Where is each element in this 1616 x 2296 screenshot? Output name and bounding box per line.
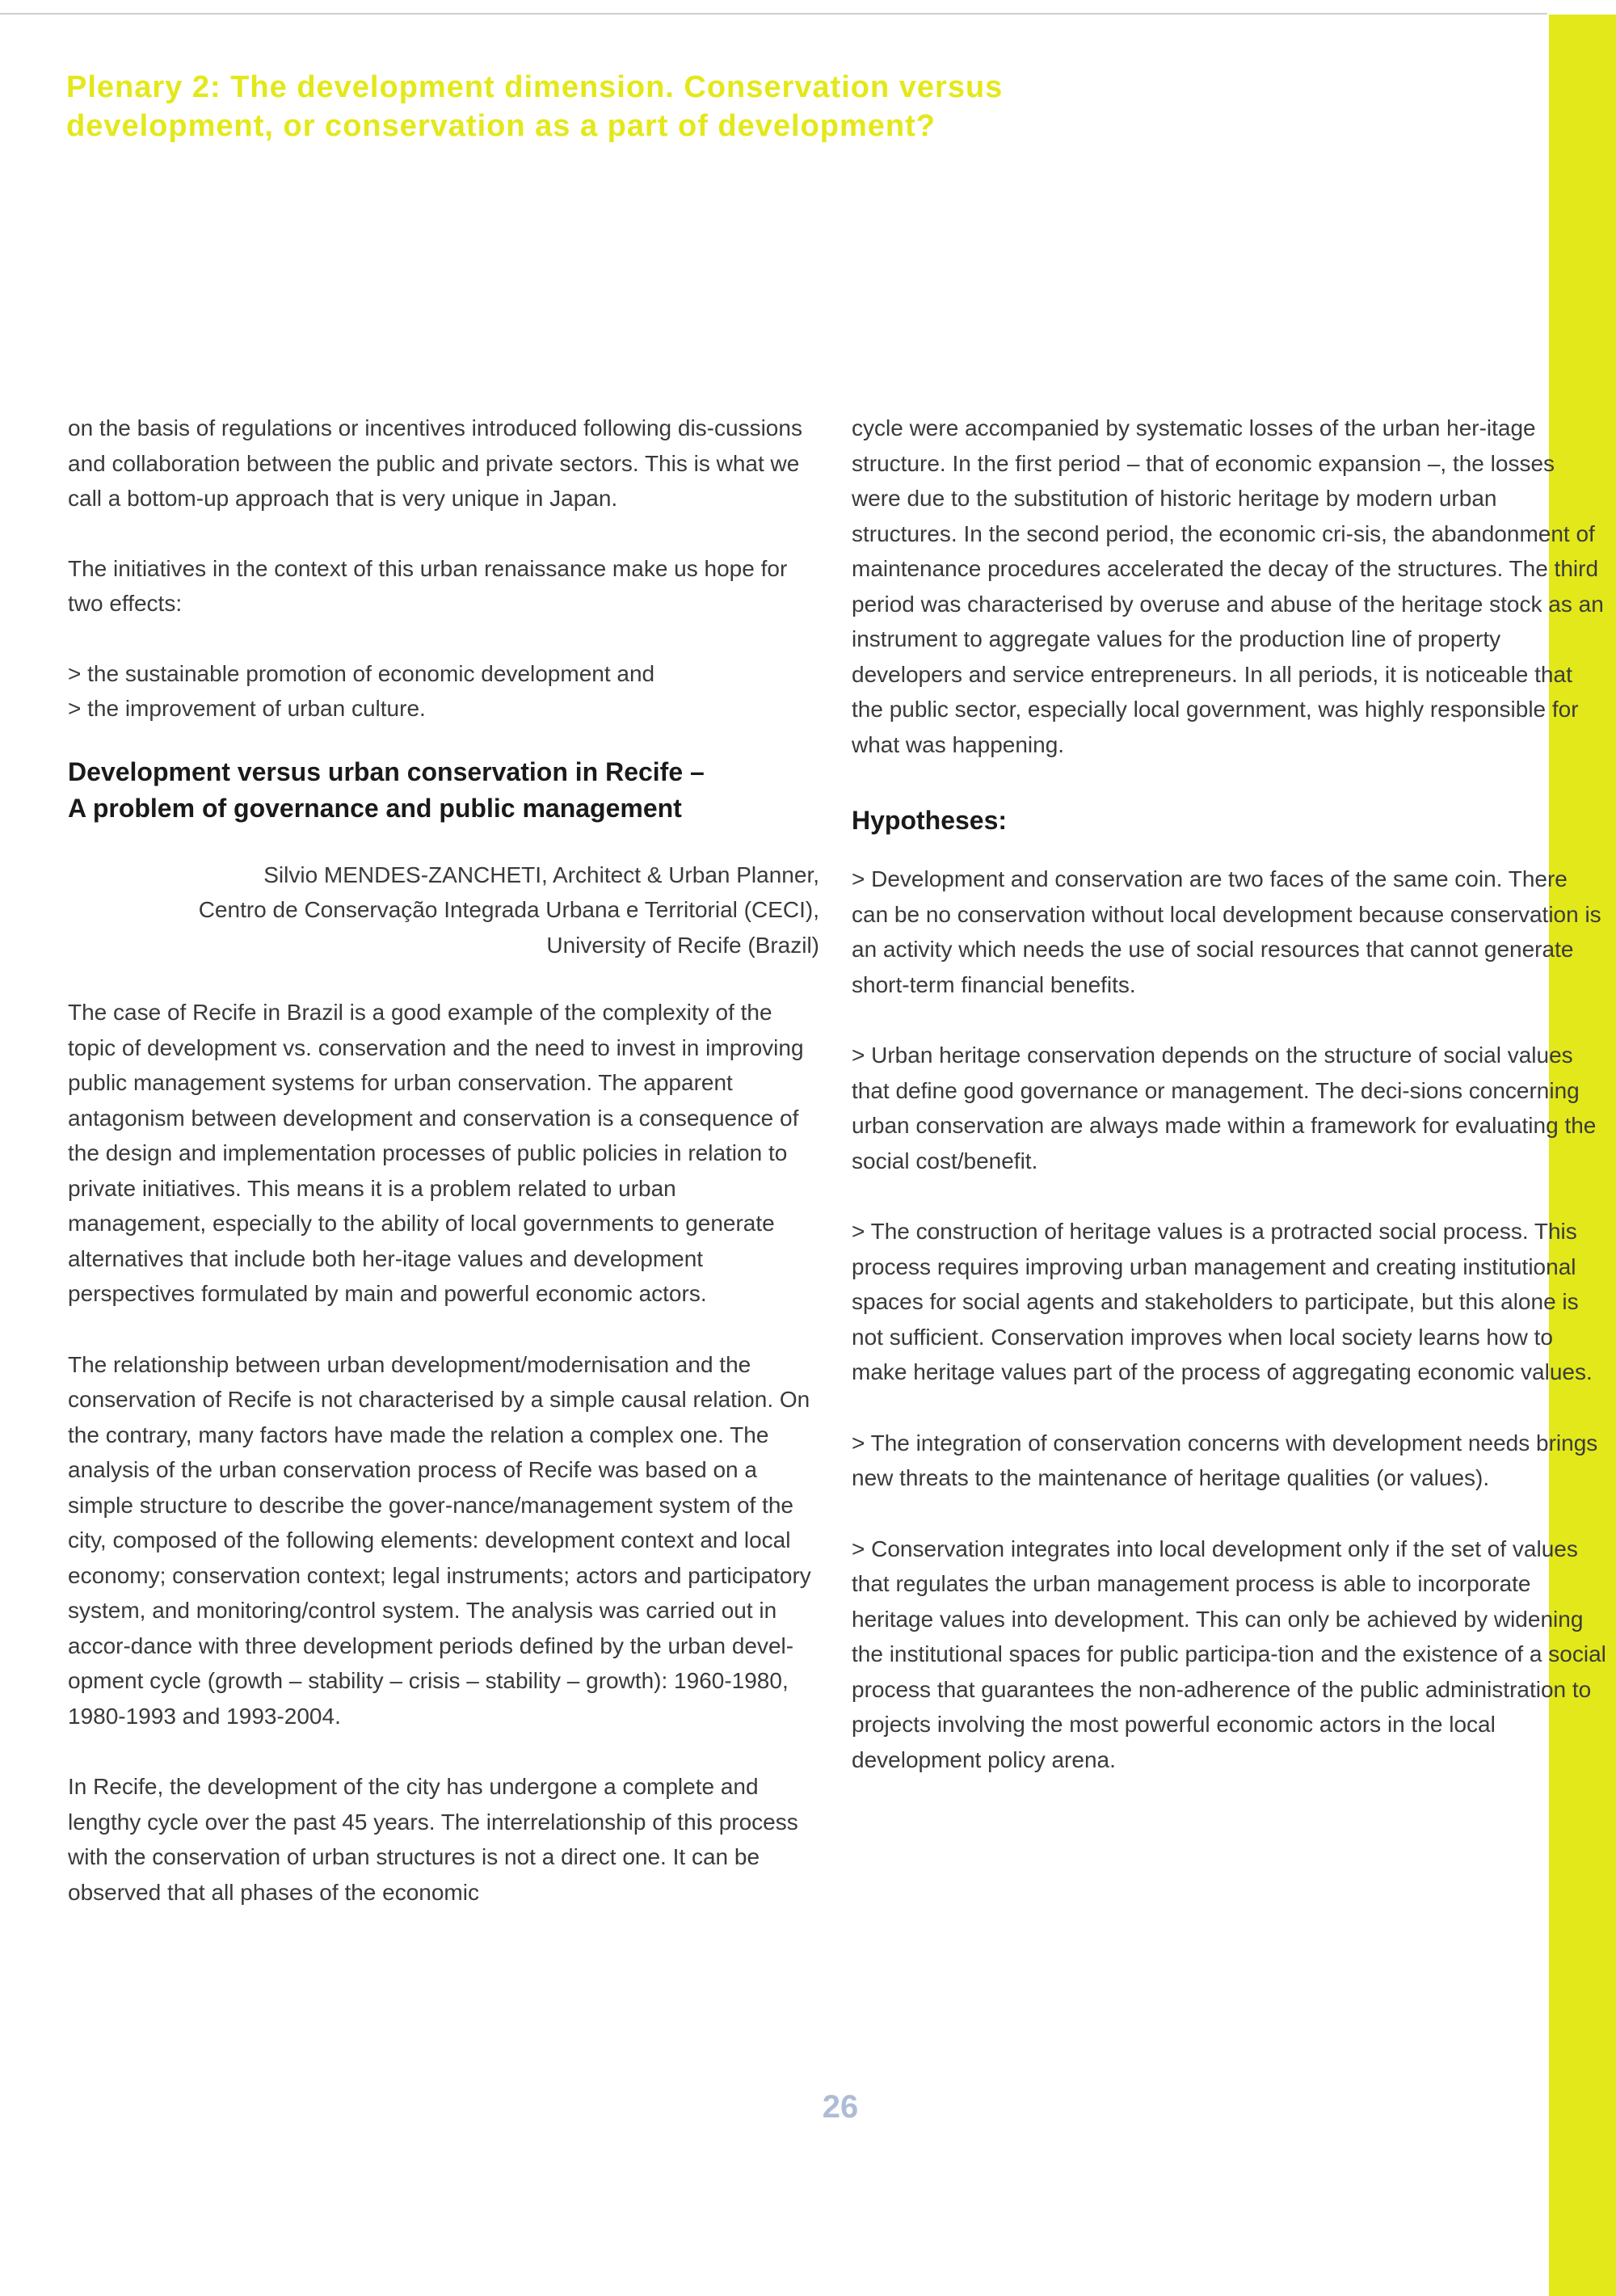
right-paragraph-1: cycle were accompanied by systematic losses of the urban her-itage structure. In the first period – that of economic expansion –, the losses were due to the substitution of historic heritage by modern urban structures. In the second period, the economic cri-sis, the abandonment of maintenance procedures accelerated the decay of the structures. The third period was characterised by overuse and abuse of the heritage stock as an instrument to aggregate values for the production line of property developers and service entrepreneurs. In all periods, it is noticeable that the public sector, especially local government, was highly responsible for what was happening.	[852, 415, 1604, 757]
left-paragraph-1: on the basis of regulations or incentives introduced following dis-cussions and collaboration between the public and private sectors. This is what we call a bottom-up approach that is very unique in Japan.	[68, 415, 802, 511]
hypothesis-4: > The integration of conservation concerns with development needs brings new threats to the maintenance of heritage qualities (or values).	[852, 1430, 1598, 1490]
section-heading-line2: A problem of governance and public management	[68, 793, 682, 823]
left-column	[68, 411, 819, 1910]
hypothesis-5: > Conservation integrates into local development only if the set of values that regulates the urban management process is able to incorporate heritage values into development. This can only be achieved by widening the institutional spaces for public participa-tion and the existence of a social process that guarantees the non-adherence of the public administration to projects involving the most powerful economic actors in the local development policy arena.	[852, 1536, 1606, 1772]
left-paragraph-5: In Recife, the development of the city has undergone a complete and lengthy cycle over the past 45 years. The interrelationship of this process with the conservation of urban structures is not a direct one. It can be observed that all phases of the economic	[68, 1774, 798, 1905]
section-heading	[68, 754, 819, 827]
plenary-title-line1: Plenary 2: The development dimension. Conservation versus	[66, 70, 1004, 104]
left-paragraph-3: The case of Recife in Brazil is a good example of the complexity of the topic of development vs. conservation and the need to invest in improving public management systems for urban conservation. The apparent antagonism between development and conservation is a consequence of the design and implementation processes of public policies in relation to private initiatives. This means it is a problem related to urban management, especially to the ability of local governments to generate alternatives that include both her-itage values and development perspectives formulated by main and powerful economic actors.	[68, 1000, 804, 1306]
author-line-1: Silvio MENDES-ZANCHETI, Architect & Urban Planner,	[263, 862, 819, 887]
plenary-title-line2: development, or conservation as a part of development?	[66, 109, 936, 143]
hypothesis-1: > Development and conservation are two faces of the same coin. There can be no conservation without local development because conservation is an activity which needs the use of social resources that cannot generate short-term financial benefits.	[852, 866, 1601, 997]
page-number: 26	[822, 2089, 859, 2125]
left-paragraph-2: The initiatives in the context of this urban renaissance make us hope for two effects:	[68, 555, 788, 616]
effects-list	[68, 656, 819, 727]
top-rule	[0, 13, 1547, 15]
right-column	[852, 411, 1607, 1777]
author-line-3: University of Recife (Brazil)	[546, 932, 819, 958]
author-line-2: Centro de Conservação Integrada Urbana e Territorial (CECI),	[198, 897, 819, 922]
author-byline	[68, 857, 819, 963]
plenary-title	[66, 68, 1238, 145]
hypotheses-heading: Hypotheses:	[852, 806, 1008, 835]
hypothesis-2: > Urban heritage conservation depends on the structure of social values that define good governance or management. The deci-sions concerning urban conservation are always made within a framework for evaluating the social cost/benefit.	[852, 1043, 1597, 1173]
list-item: > the sustainable promotion of economic development and	[68, 660, 655, 686]
section-heading-line1: Development versus urban conservation in Recife –	[68, 756, 705, 786]
list-item: > the improvement of urban culture.	[68, 696, 426, 721]
left-paragraph-4: The relationship between urban development/modernisation and the conservation of Recife is not characterised by a simple causal relation. On the contrary, many factors have made the relation a complex one. The analysis of the urban conservation process of Recife was based on a simple structure to describe the gover-nance/management system of the city, composed of the following elements: development context and local economy; conservation context; legal instruments; actors and participatory system, and monitoring/control system. The analysis was carried out in accor-dance with three development periods defined by the urban devel-opment cycle (growth – stability – crisis – stability – growth): 1960-1980, 1980-1993 and 1993-2004.	[68, 1351, 811, 1729]
hypothesis-3: > The construction of heritage values is a protracted social process. This process requires improving urban management and creating institutional spaces for social agents and stakeholders to participate, but this alone is not sufficient. Conservation improves when local society learns how to make heritage values part of the process of aggregating economic values.	[852, 1219, 1593, 1384]
